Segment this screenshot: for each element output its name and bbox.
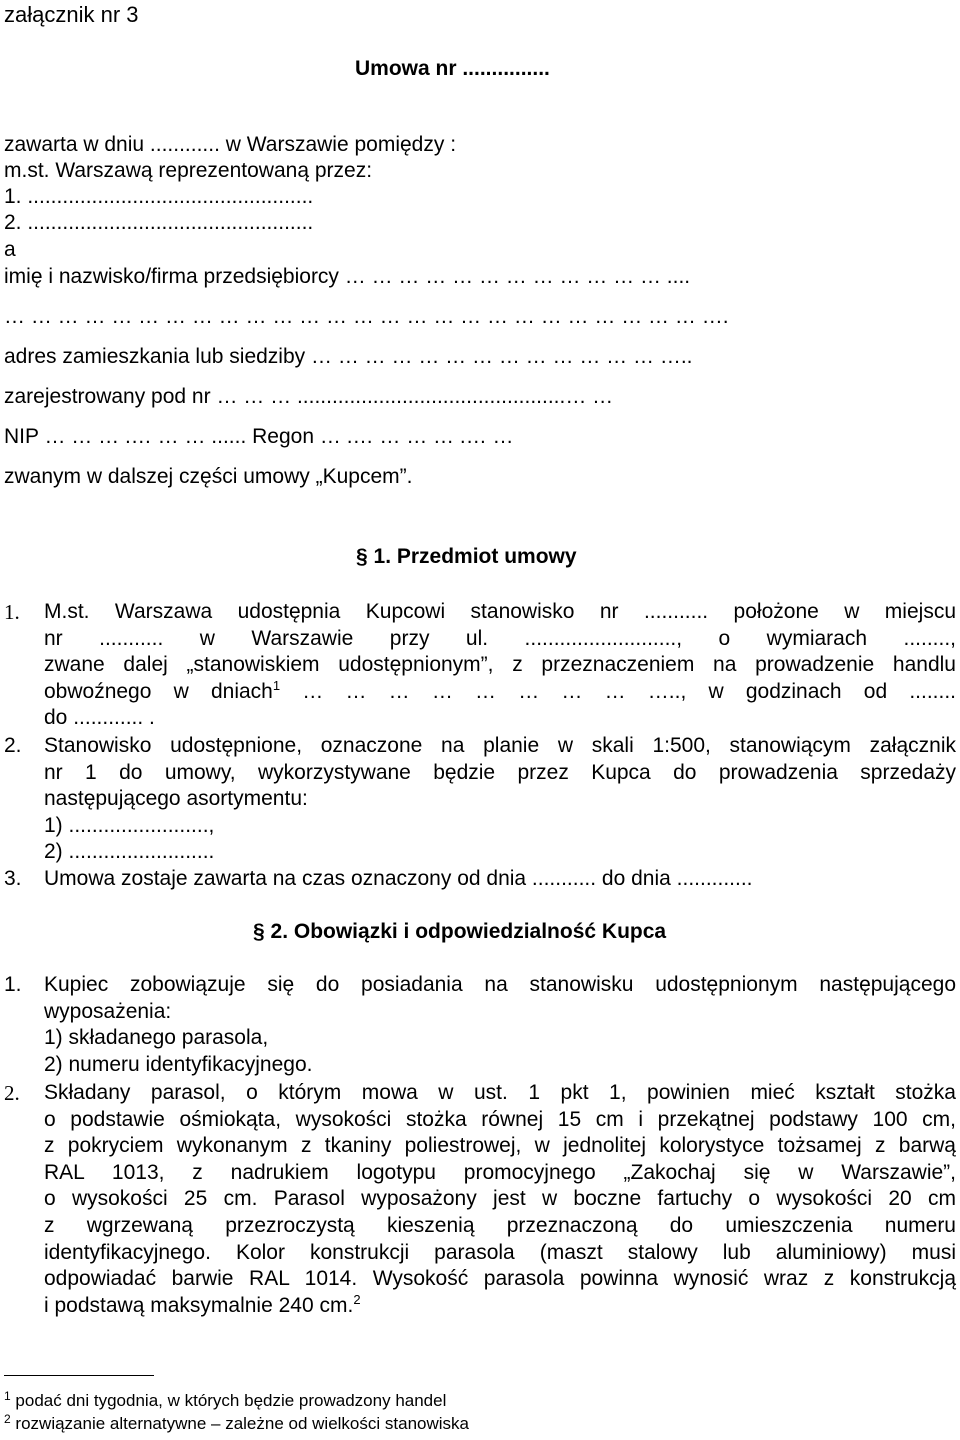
s2-p2-line: Składany parasol, o którym mowa w ust. 1 pkt 1, powinien mieć kształt stożka: [44, 1081, 956, 1104]
section-1-heading: § 1. Przedmiot umowy: [356, 545, 577, 568]
section-2-heading: § 2. Obowiązki i odpowiedzialność Kupca: [253, 920, 667, 943]
s1-p1-paragraph: [44, 599, 956, 732]
footnote-text: rozwiązanie alternatywne – zależne od wielkości stanowiska: [15, 1414, 469, 1433]
intro-line-address: adres zamieszkania lub siedziby … … … … … … … … … … … … … …..: [4, 345, 693, 368]
s1-p1-line: do ............ .: [44, 706, 155, 730]
s1-p3-text: Umowa zostaje zawarta na czas oznaczony od dnia ........... do dnia .............: [44, 867, 753, 890]
s2-p2-line: z pokryciem wykonanym z tkaniny poliestrowej, w jednolitej kolorystyce tożsamej z barwą: [44, 1134, 956, 1158]
s1-p2-line: Stanowisko udostępnione, oznaczone na planie w skali 1:500, stanowiącym załącznik: [44, 734, 956, 757]
s2-p2-line: RAL 1013, z nadrukiem logotypu promocyjnego „Zakochaj się w Warszawie”,: [44, 1160, 956, 1184]
s2-p2-number: 2.: [4, 1081, 20, 1105]
s2-p2-paragraph: [44, 1080, 956, 1319]
s1-p2-paragraph: [44, 733, 956, 866]
intro-line-rep-2: 2. .................................................: [4, 211, 314, 234]
days-label: obwoźnego w dniach: [44, 679, 273, 703]
s2-p2-line: odpowiadać barwie RAL 1014. Wysokość parasola powinna wynosić wraz z konstrukcją: [44, 1267, 956, 1291]
s2-p2-final-text: i podstawą maksymalnie 240 cm.: [44, 1293, 354, 1317]
s2-p1-paragraph: [44, 972, 956, 1078]
s2-p2-line: o podstawie ośmiokąta, wysokości stożka równej 15 cm i przekątnej podstawy 100 cm,: [44, 1107, 956, 1131]
s1-p2-number: 2.: [4, 734, 22, 757]
days-placeholder: … … … … … … … … …..,: [302, 679, 687, 703]
s1-p1-line: zwane dalej „stanowiskiem udostępnionym”, z przeznaczeniem na prowadzenie handlu: [44, 653, 956, 677]
intro-line-and: a: [4, 238, 16, 261]
hours-label: w godzinach od ........: [708, 679, 957, 703]
s1-p2-item-1: 1) ........................,: [44, 813, 215, 837]
s2-p1-item-2: 2) numeru identyfikacyjnego.: [44, 1052, 313, 1076]
footnote-mark: 1: [4, 1389, 11, 1403]
s1-p2-item-2: 2) .........................: [44, 840, 215, 864]
s1-p1-number: 1.: [4, 600, 20, 624]
s1-p2-line: następującego asortymentu:: [44, 787, 308, 811]
intro-line-kupiec: zwanym w dalszej części umowy „Kupcem”.: [4, 465, 413, 488]
footnote-1: [4, 1391, 446, 1411]
attachment-label: załącznik nr 3: [4, 2, 139, 27]
s1-p2-line: nr 1 do umowy, wykorzystywane będzie przez Kupca do prowadzenia sprzedaży: [44, 760, 956, 784]
s2-p1-item-1: 1) składanego parasola,: [44, 1026, 269, 1050]
intro-line-name: imię i nazwisko/firma przedsiębiorcy … … … … … … … … … … … … ....: [4, 265, 691, 288]
s2-p2-line: identyfikacyjnego. Kolor konstrukcji parasola (maszt stalowy lub aluminiowy) musi: [44, 1240, 956, 1264]
s2-p1-line: wyposażenia:: [44, 999, 172, 1023]
footnote-ref-2: 2: [353, 1291, 361, 1307]
footnote-separator: [4, 1375, 154, 1376]
s2-p2-line: o wysokości 25 cm. Parasol wyposażony jest w boczne fartuchy o wysokości 20 cm: [44, 1187, 956, 1211]
footnote-ref-1: 1: [272, 677, 281, 693]
s1-p1-line: M.st. Warszawa udostępnia Kupcowi stanowisko nr ........... położone w miejscu: [44, 600, 956, 623]
footnote-2: [4, 1414, 469, 1434]
intro-line-date: zawarta w dniu ............ w Warszawie pomiędzy :: [4, 133, 457, 156]
intro-line-rep-1: 1. .................................................: [4, 185, 314, 208]
intro-line-registration: zarejestrowany pod nr … … … ..............................................… …: [4, 385, 614, 408]
intro-line-name-continued: … … … … … … … … … … … … … … … … … … … … … … … … … … ….: [4, 305, 729, 328]
s1-p1-line: nr ........... w Warszawie przy ul. .........................., o wymiarach ........,: [44, 626, 956, 650]
s1-p3-number: 3.: [4, 867, 22, 890]
s2-p1-line: Kupiec zobowiązuje się do posiadania na stanowisku udostępnionym następującego: [44, 973, 956, 996]
footnote-text: podać dni tygodnia, w których będzie prowadzony handel: [15, 1391, 447, 1410]
s2-p2-line: z wgrzewaną przezroczystą kieszenią przeznaczoną do umieszczenia numeru: [44, 1213, 956, 1237]
intro-line-nip-regon: NIP … … … .… … … ...... Regon … .… … … … .… …: [4, 425, 514, 448]
intro-line-representation: m.st. Warszawą reprezentowaną przez:: [4, 159, 373, 182]
s2-p2-line-last: [44, 1293, 956, 1320]
footnote-mark: 2: [4, 1412, 11, 1426]
s1-p1-line-days: [44, 679, 956, 706]
s2-p1-number: 1.: [4, 973, 22, 996]
contract-title: Umowa nr ...............: [355, 57, 550, 80]
